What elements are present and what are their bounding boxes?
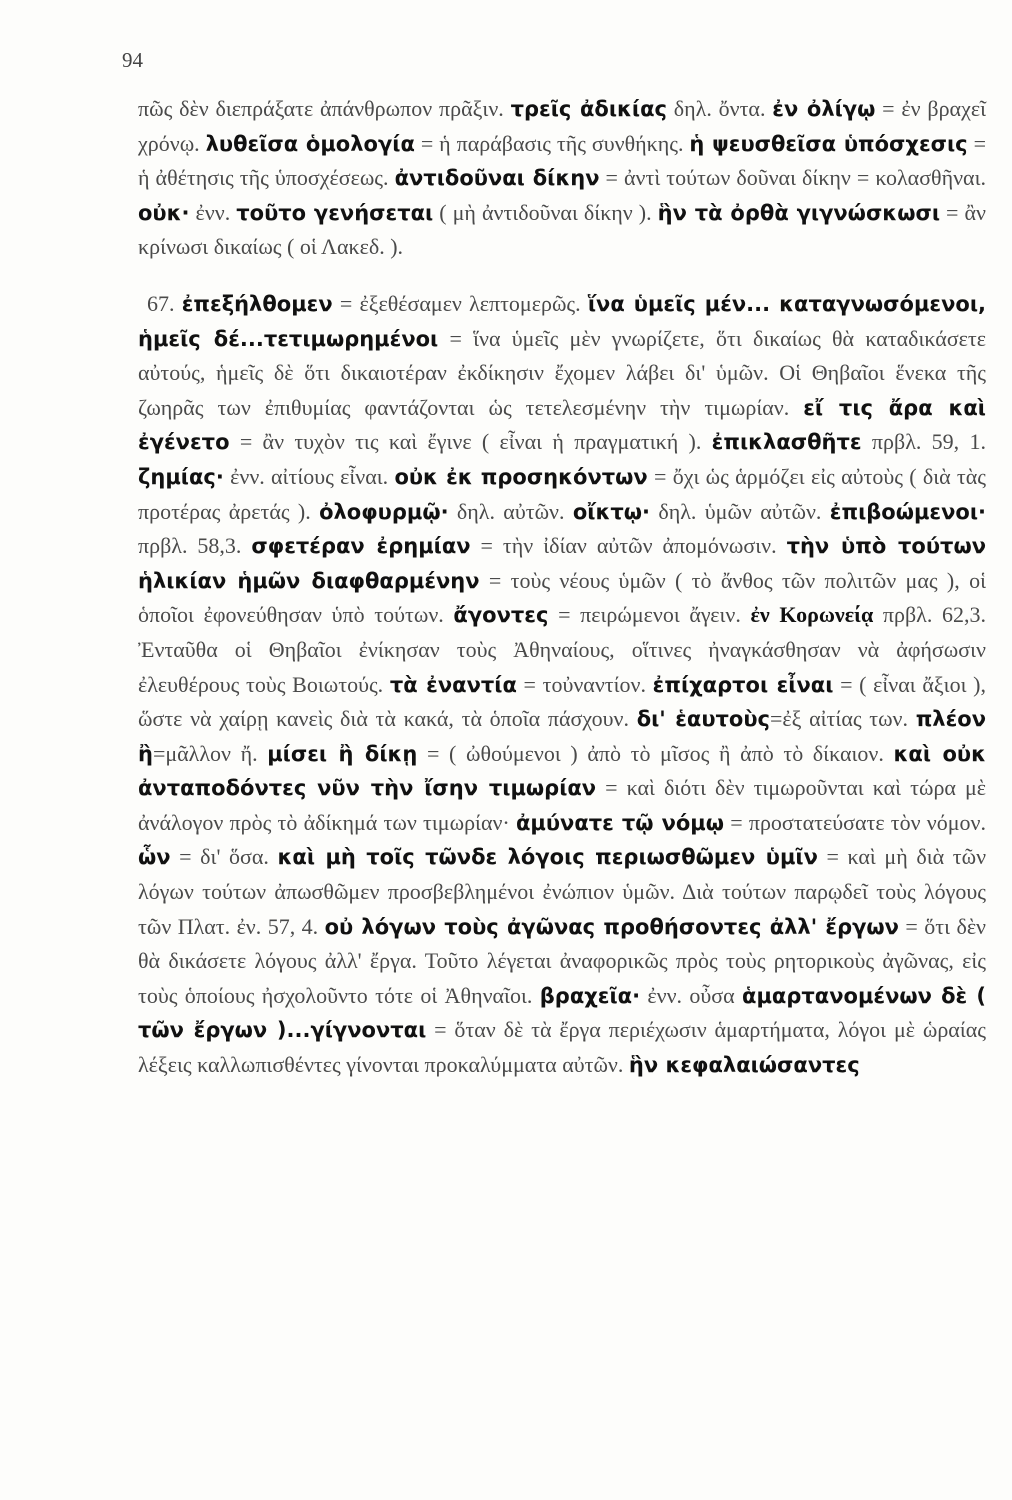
lemma: ἐν Κορωνείᾳ <box>750 602 874 628</box>
lemma: οὐ λόγων τοὺς ἀγῶνας προθήσοντες ἀλλ' ἔργων <box>324 914 899 939</box>
gloss-text: = ὅτι δὲν θὰ δικάσετε λόγους ἀλλ' ἔργα. Τοῦτο λέγεται ἀναφορικῶς πρὸς τοὺς ρητορικοὺς ἀγῶνας, εἰς τοὺς ὁποίους ἠσχολοῦντο τότε οἱ Ἀθηναῖοι. <box>138 913 986 1008</box>
lemma: ἁμαρτανομένων δὲ ( τῶν ἔργων )...γίγνονται <box>138 983 986 1043</box>
gloss-text: = προστατεύσατε τὸν νόμον. <box>724 809 986 835</box>
gloss-text: = ( ὠθούμενοι ) ἀπὸ τὸ μῖσος ἢ ἀπὸ τὸ δίκαιον. <box>417 740 894 766</box>
lemma: ὧν <box>138 845 171 870</box>
gloss-text: δηλ. αὐτῶν. <box>448 498 573 524</box>
lemma: ἐπικλασθῆτε <box>711 430 862 455</box>
gloss-text: ἐνν. αἰτίους εἶναι. <box>223 463 395 489</box>
gloss-text: =μᾶλλον ἤ. <box>152 740 268 766</box>
gloss-text: πῶς δὲν διεπράξατε ἀπάνθρωπον πρᾶξιν. <box>138 96 511 121</box>
page-number: 94 <box>122 48 143 72</box>
lemma: οἴκτῳ· <box>572 499 651 524</box>
gloss-text: ἐνν. οὖσα <box>640 982 743 1008</box>
gloss-text: = ἂν τυχὸν τις καὶ ἔγινε ( εἶναι ἡ πραγματική ). <box>229 429 712 455</box>
gloss-text: = ἡ παράβασις τῆς συνθήκης. <box>414 130 690 156</box>
gloss-text: δηλ. ὄντα. <box>666 96 773 121</box>
gloss-text: = τοὐναντίον. <box>516 671 653 697</box>
lemma: ἐπιβοώμενοι· <box>829 499 986 524</box>
lemma: ἐπίχαρτοι εἶναι <box>652 672 834 697</box>
lemma: τὰ ἐναντία <box>389 672 517 697</box>
gloss-text: = καὶ διότι δὲν τιμωροῦνται καὶ τώρα μὲ ἀνάλογον πρὸς τὸ ἀδίκημά των τιμωρίαν· <box>138 775 987 835</box>
lemma: δι' ἑαυτοὺς <box>636 707 770 732</box>
lemma: σφετέραν ἐρημίαν <box>251 534 471 559</box>
paragraph <box>138 92 986 265</box>
gloss-text: = δι' ὅσα. <box>170 844 278 870</box>
lemma: τρεῖς ἀδικίας <box>510 97 667 121</box>
gloss-text: = τοὺς νέους ὑμῶν ( τὸ ἄνθος τῶν πολιτῶν μας ), οἱ ὁποῖοι ἐφονεύθησαν ὑπὸ τούτων. <box>138 567 986 628</box>
lemma: βραχεῖα· <box>539 983 641 1008</box>
lemma: ἀντιδοῦναι δίκην <box>394 166 600 191</box>
gloss-text: = ἂν κρίνωσι δικαίως ( οἱ Λακεδ. ). <box>138 199 986 260</box>
gloss-text: 67. <box>147 290 182 316</box>
lemma: καὶ μὴ τοῖς τῶνδε λόγοις περιωσθῶμεν ὑμῖν <box>277 845 818 870</box>
lemma: ἐν ὀλίγῳ <box>772 97 876 121</box>
gloss-text: =ἐξ αἰτίας των. <box>769 706 916 732</box>
lemma: μίσει ἢ δίκῃ <box>267 741 418 766</box>
lemma: τὴν ὑπὸ τούτων ἡλικίαν ἡμῶν διαφθαρμένην <box>138 534 986 593</box>
lemma: ἣν κεφαλαιώσαντες <box>628 1053 860 1078</box>
lemma: πλέον ἢ <box>138 707 987 766</box>
lemma: καὶ οὐκ ἀνταποδόντες νῦν τὴν ἴσην τιμωρίαν <box>138 741 986 801</box>
lemma: οὐκ· <box>138 200 190 225</box>
gloss-text: = καὶ μὴ διὰ τῶν λόγων τούτων ἀπωσθῶμεν προσβεβλημένοι ἐνώπιον ὑμῶν. Διὰ τούτων παρῳδεῖ τοὺς λόγους τῶν Πλατ. ἐν. 57, 4. <box>138 844 987 939</box>
gloss-text: = ὄχι ὡς ἁρμόζει εἰς αὐτοὺς ( διὰ τὰς προτέρας ἀρετάς ). <box>138 463 986 524</box>
lemma: ἀμύνατε τῷ νόμῳ <box>515 810 725 835</box>
gloss-text: = ἡ ἀθέτησις τῆς ὑποσχέσεως. <box>138 130 986 191</box>
gloss-text: = ὅταν δὲ τὰ ἔργα περιέχωσιν ἁμαρτήματα, λόγοι μὲ ὡραίας λέξεις καλλωπισθέντες γίνονται προκαλύμματα αὐτῶν. <box>138 1017 986 1078</box>
gloss-text: = τὴν ἰδίαν αὐτῶν ἀπομόνωσιν. <box>470 533 787 559</box>
gloss-text: = ἵνα ὑμεῖς μὲν γνωρίζετε, ὅτι δικαίως θὰ καταδικάσετε αὐτούς, ἡμεῖς δὲ ὅτι δικαιοτέραν ἐκδίκησιν ἔχομεν λάβει δι' ὑμῶν. Οἱ Θηβαῖοι ἕνεκα τῆς ζωηρᾶς των ἐπιθυμίας φαντάζονται ὡς τετελεσμένην τὴν τιμωρίαν. <box>138 325 986 420</box>
paragraph <box>138 287 986 1083</box>
lemma: ἣν τὰ ὀρθὰ γιγνώσκωσι <box>657 200 941 225</box>
gloss-text: = ἀντὶ τούτων δοῦναι δίκην = κολασθῆναι. <box>599 165 986 191</box>
gloss-text: δηλ. ὑμῶν αὐτῶν. <box>650 498 830 524</box>
lemma: λυθεῖσα ὁμολογία <box>205 131 415 156</box>
gloss-text: = ἐν βραχεῖ χρόνῳ. <box>138 96 987 156</box>
gloss-text: πρβλ. 62,3. Ἐνταῦθα οἱ Θηβαῖοι ἐνίκησαν τοὺς Ἀθηναίους, οἵτινες ἠναγκάσθησαν νὰ ἀφήσωσιν ἐλευθέρους τοὺς Βοιωτούς. <box>138 602 986 697</box>
gloss-text: = πειρώμενοι ἄγειν. <box>548 602 751 628</box>
gloss-text: πρβλ. 58,3. <box>138 533 252 559</box>
lemma: ἄγοντες <box>453 603 549 628</box>
lemma: ἐπεξήλθομεν <box>181 291 333 316</box>
lemma: ἵνα ὑμεῖς μέν... καταγνωσόμενοι, ἡμεῖς δέ...τετιμωρημένοι <box>138 291 986 351</box>
gloss-text: ἐνν. <box>189 199 237 225</box>
gloss-text: = ἐξεθέσαμεν λεπτομερῶς. <box>332 290 588 316</box>
gloss-text: = ( εἶναι ἄξιοι ), ὥστε νὰ χαίρῃ κανεὶς διὰ τὰ κακά, τὰ ὁποῖα πάσχουν. <box>138 671 986 732</box>
lemma: ἡ ψευσθεῖσα ὑπόσχεσις <box>689 131 968 156</box>
commentary-text <box>138 92 986 1083</box>
lemma: ζημίας· <box>138 464 224 489</box>
lemma: τοῦτο γενήσεται <box>236 200 434 225</box>
lemma: εἴ τις ἄρα καὶ ἐγένετο <box>138 395 986 455</box>
lemma: οὐκ ἐκ προσηκόντων <box>394 464 648 489</box>
gloss-text: ( μὴ ἀντιδοῦναι δίκην ). <box>433 199 658 225</box>
gloss-text: πρβλ. 59, 1. <box>861 429 986 455</box>
lemma: ὀλοφυρμῷ· <box>319 499 449 524</box>
